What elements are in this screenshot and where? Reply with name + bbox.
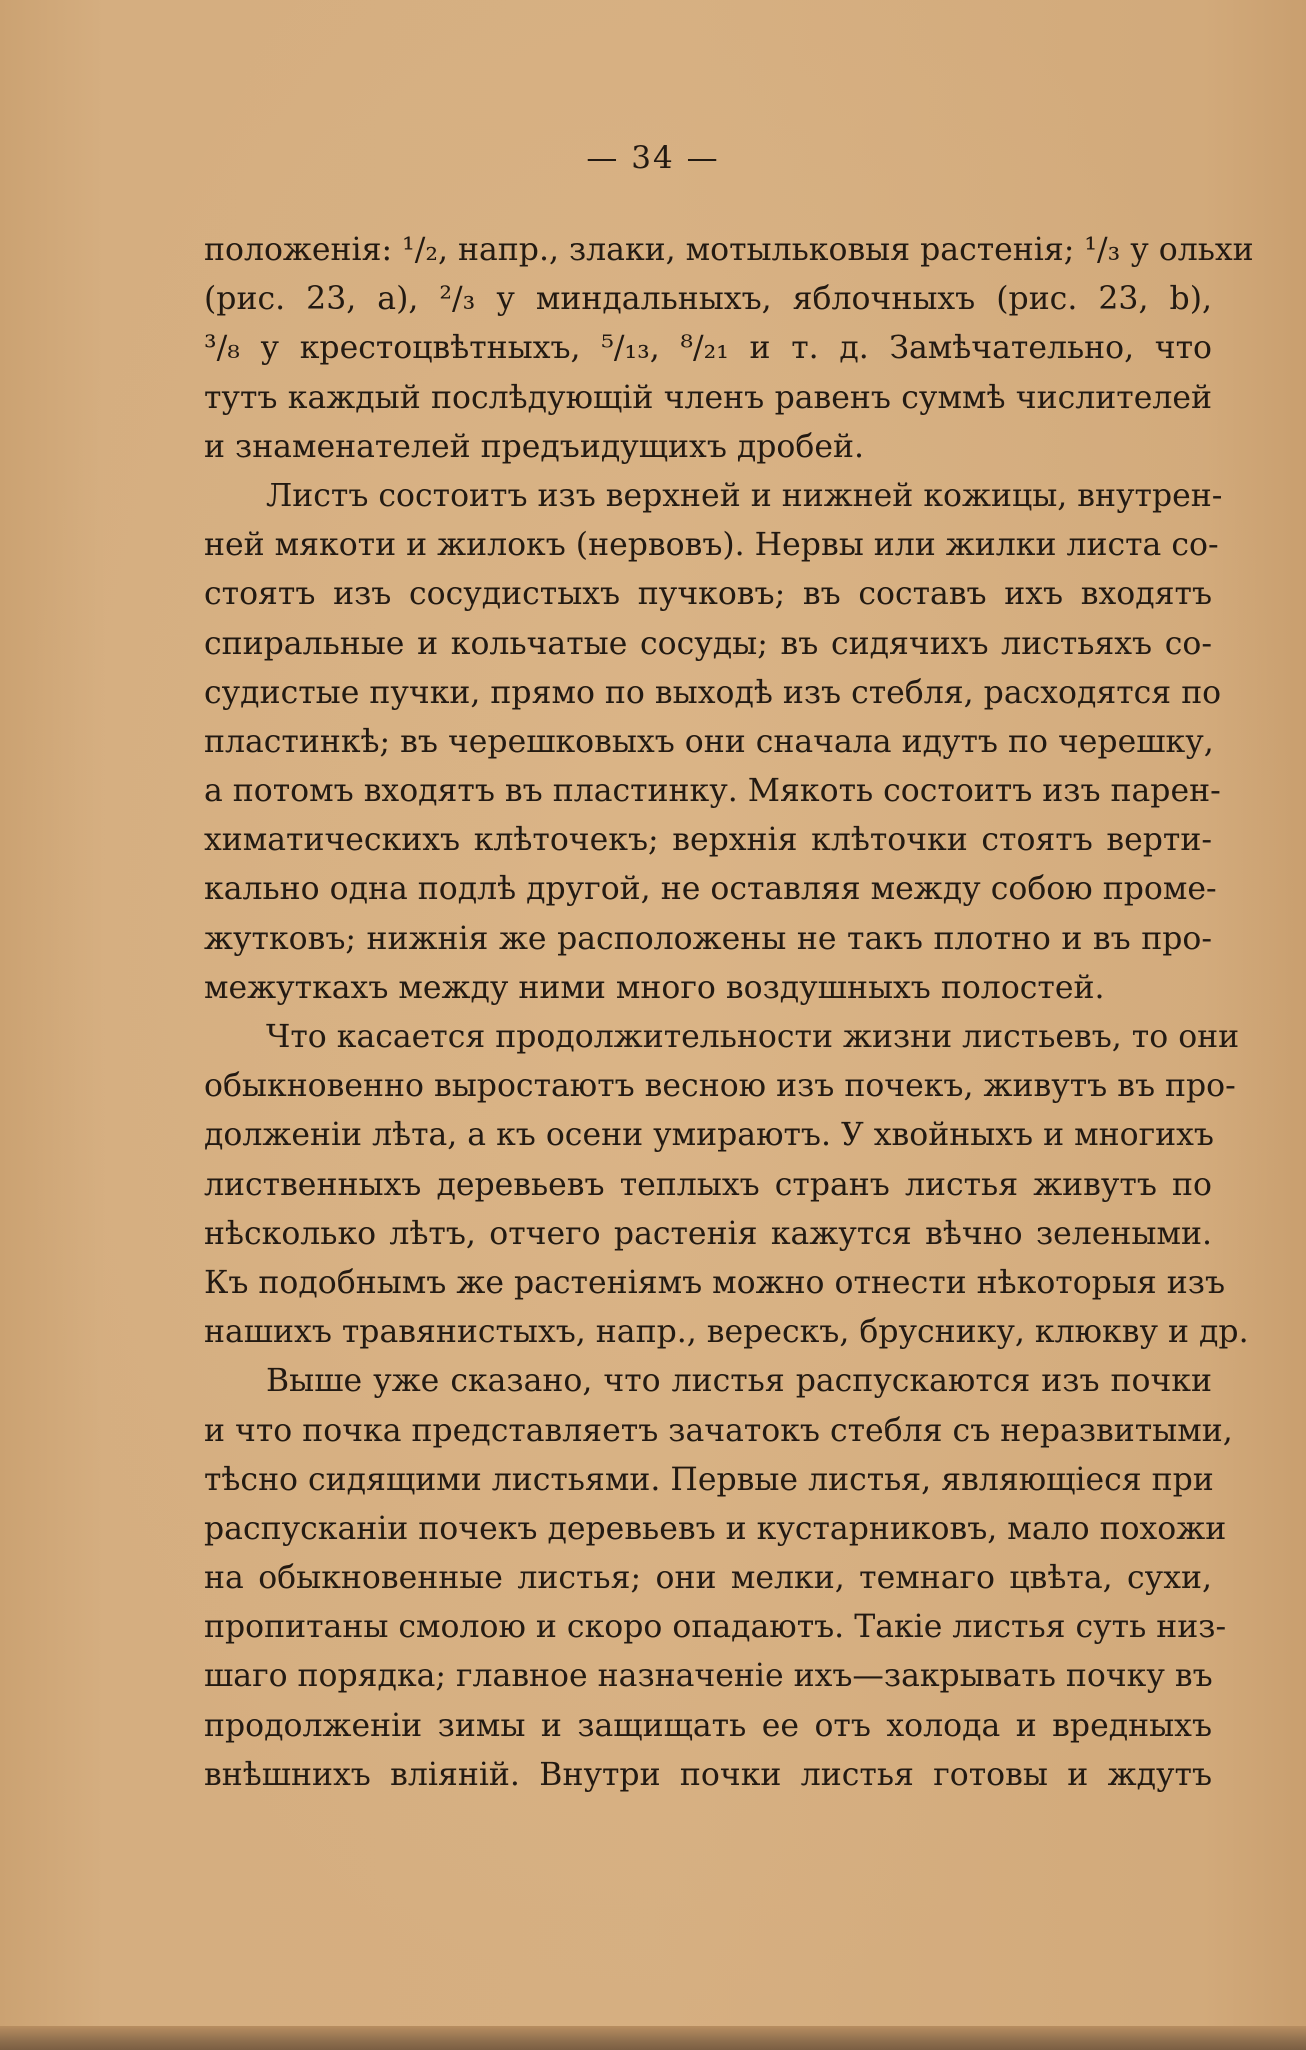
text-line: нѣсколько лѣтъ, отчего растенія кажутся вѣчно зелеными. (204, 1215, 1212, 1252)
text-line: кально одна подлѣ другой, не оставляя между собою проме- (204, 871, 1217, 908)
text-line: химатическихъ клѣточекъ; верхнія клѣточки стоятъ верти- (204, 822, 1212, 859)
paragraph (204, 1013, 1249, 1357)
text-line: пропитаны смолою и скоро опадаютъ. Такіе листья суть низ- (204, 1609, 1227, 1646)
text-line: и знаменателей предъидущихъ дробей. (204, 428, 865, 465)
text-line: пластинкѣ; въ черешковыхъ они сначала идутъ по черешку, (204, 723, 1214, 760)
text-line: лиственныхъ деревьевъ теплыхъ странъ листья живутъ по (204, 1166, 1212, 1203)
text-line: (рис. 23, a), ²/₃ у миндальныхъ, яблочныхъ (рис. 23, b), (204, 281, 1212, 318)
text-line: продолженіи зимы и защищать ее отъ холода и вредныхъ (204, 1707, 1212, 1744)
paragraph (204, 226, 1254, 472)
text-line: обыкновенно выростаютъ весною изъ почекъ, живутъ въ про- (204, 1068, 1236, 1105)
text-line: судистые пучки, прямо по выходѣ изъ стебля, расходятся по (204, 674, 1222, 711)
text-line: Листъ состоитъ изъ верхней и нижней кожицы, внутрен- (266, 477, 1223, 514)
text-line: спиральные и кольчатые сосуды; въ сидячихъ листьяхъ со- (204, 625, 1212, 662)
text-line: межуткахъ между ними много воздушныхъ полостей. (204, 969, 1105, 1006)
text-line: Выше уже сказано, что листья распускаются изъ почки (266, 1363, 1212, 1400)
text-line: тѣсно сидящими листьями. Первые листья, являющіеся при (204, 1461, 1214, 1498)
text-line: ней мякоти и жилокъ (нервовъ). Нервы или жилки листа со- (204, 527, 1219, 564)
text-line: Что касается продолжительности жизни листьевъ, то они (266, 1019, 1240, 1055)
text-line: распусканіи почекъ деревьевъ и кустарниковъ, мало похожи (204, 1510, 1227, 1547)
text-line: Къ подобнымъ же растеніямъ можно отнести нѣкоторыя изъ (204, 1264, 1226, 1301)
body-text (204, 226, 1254, 1800)
text-line: жутковъ; нижнія же расположены не такъ плотно и въ про- (204, 920, 1212, 957)
text-line: стоятъ изъ сосудистыхъ пучковъ; въ составъ ихъ входятъ (204, 576, 1212, 613)
text-line: положенія: ¹/₂, напр., злаки, мотыльковыя растенія; ¹/₃ у ольхи (204, 232, 1254, 268)
text-line: внѣшнихъ вліяній. Внутри почки листья готовы и ждутъ (204, 1756, 1212, 1793)
text-line: нашихъ травянистыхъ, напр., верескъ, бруснику, клюкву и др. (204, 1314, 1249, 1351)
text-line: тутъ каждый послѣдующій членъ равенъ суммѣ числителей (204, 379, 1212, 416)
text-line: ³/₈ у крестоцвѣтныхъ, ⁵/₁₃, ⁸/₂₁ и т. д. Замѣчательно, что (204, 330, 1212, 367)
text-line: долженіи лѣта, а къ осени умираютъ. У хвойныхъ и многихъ (204, 1117, 1214, 1154)
text-line: а потомъ входятъ въ пластинку. Мякоть состоитъ изъ парен- (204, 773, 1221, 810)
page-number: — 34 — (586, 140, 720, 176)
paragraph (204, 472, 1223, 1013)
text-line: на обыкновенные листья; они мелки, темнаго цвѣта, сухи, (204, 1560, 1212, 1597)
page-bottom-edge (0, 2026, 1306, 2050)
text-line: шаго порядка; главное назначеніе ихъ—закрывать почку въ (204, 1658, 1213, 1695)
paragraph (204, 1357, 1233, 1800)
text-line: и что почка представляетъ зачатокъ стебля съ неразвитыми, (204, 1412, 1233, 1449)
